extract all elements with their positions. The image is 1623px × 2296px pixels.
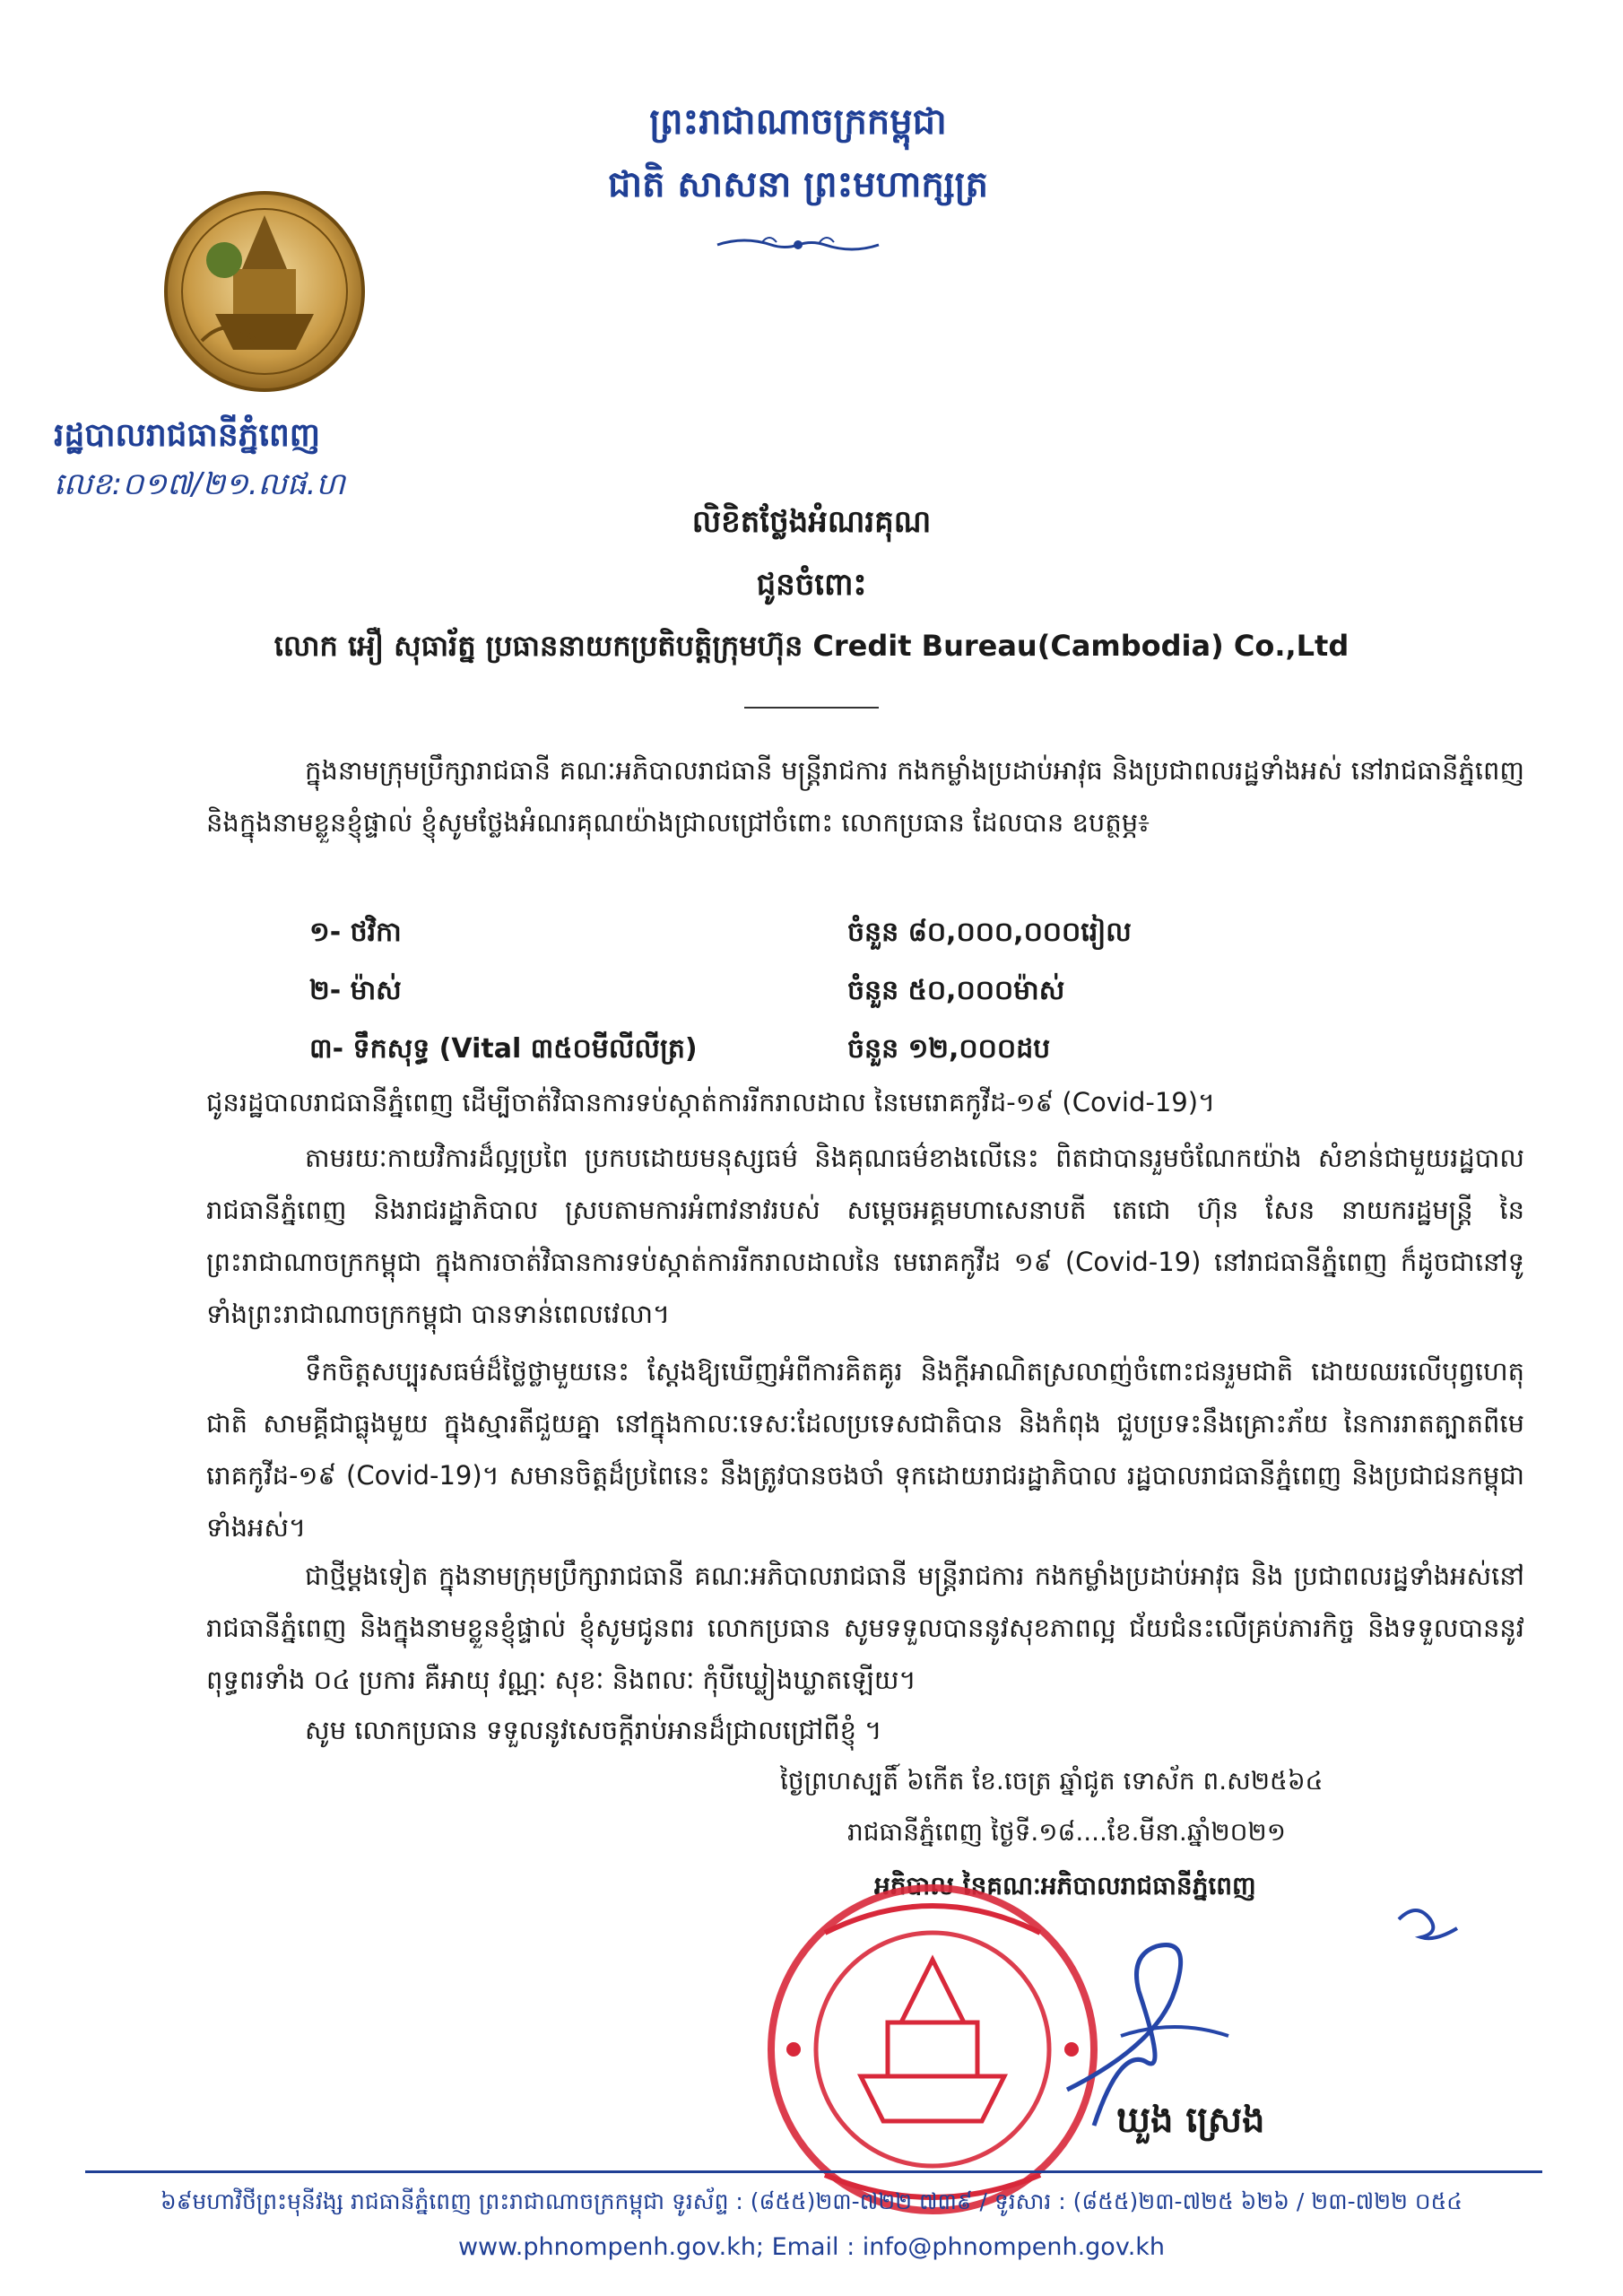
donation-item-label: ១- ថវិកា — [309, 917, 402, 948]
donation-item-value: ចំនួន ៥០,០០០ម៉ាស់ — [847, 975, 1065, 1006]
paragraph-intro: ក្នុងនាមក្រុមប្រឹក្សារាជធានី គណៈអភិបាលរាជធានី មន្ត្រីរាជការ កងកម្លាំងប្រដាប់អាវុធ និងប្រជាពលរដ្ឋទាំងអស់ នៅរាជធានីភ្នំពេញ និងក្នុងនាមខ្លួនខ្ញុំផ្ទាល់ ខ្ញុំសូមថ្លែងអំណរគុណយ៉ាងជ្រាលជ្រៅចំពោះ លោកប្រធាន ដែលបាន ឧបត្ថម្ភ៖ — [206, 755, 1524, 838]
letter-title: លិខិតថ្លែងអំណរគុណ — [691, 504, 932, 540]
paragraph-closing: សូម លោកប្រធាន ទទួលនូវសេចក្តីរាប់អានដ៏ជ្រាលជ្រៅពីខ្ញុំ ។ — [305, 1715, 882, 1745]
paragraph-wishes: ជាថ្មីម្តងទៀត ក្នុងនាមក្រុមប្រឹក្សារាជធានី គណៈអភិបាលរាជធានី មន្ត្រីរាជការ កងកម្លាំងប្រដាប់អាវុធ និង ប្រជាពលរដ្ឋទាំងអស់នៅរាជធានីភ្នំពេញ និងក្នុងនាមខ្លួនខ្ញុំផ្ទាល់ ខ្ញុំសូមជូនពរ លោកប្រធាន សូមទទួលបាននូវសុខភាពល្អ ជ័យជំនះលើគ្រប់ភារកិច្ច និងទទួលបាននូវពុទ្ធពរទាំង ០៤ ប្រការ គឺអាយុ វណ្ណៈ សុខៈ និងពលៈ កុំបីឃ្លៀងឃ្លាតឡើយ។ — [206, 1561, 1524, 1695]
donation-item-value: ចំនួន ៨០,០០០,០០០រៀល — [847, 917, 1132, 948]
donation-item-value: ចំនួន ១២,០០០ដប — [847, 1033, 1051, 1065]
donation-item-label: ៣- ទឹកសុទ្ធ (Vital ៣៥០មីលីលីត្រ) — [309, 1033, 698, 1065]
solar-date: រាជធានីភ្នំពេញ ថ្ងៃទី.១៨....ខែ.មីនា.ឆ្នាំ២០២១ — [847, 1817, 1286, 1847]
donation-item-label: ២- ម៉ាស់ — [309, 975, 402, 1006]
addressed-to: ជូនចំពោះ — [756, 567, 867, 603]
paragraph-purpose: ជូនរដ្ឋបាលរាជធានីភ្នំពេញ ដើម្បីចាត់វិធានការទប់ស្កាត់ការរីករាលដាល នៃមេរោគកូវីដ-១៩ (Covid-19)។ — [206, 1087, 1216, 1118]
ornament-divider — [708, 231, 888, 262]
signatory-title: អភិបាល នៃគណៈអភិបាលរាជធានីភ្នំពេញ — [874, 1871, 1256, 1900]
title-divider — [744, 707, 879, 709]
lunar-date: ថ្ងៃព្រហស្បតិ៍ ៦កើត ខែ.ចេត្រ ឆ្នាំជូត ទោស័ក ព.ស២៥៦៤ — [780, 1766, 1324, 1796]
paragraph-solidarity: ទឹកចិត្តសប្បុរសធម៌ដ៏ថ្លៃថ្លាមួយនេះ ស្តែងឱ្យឃើញអំពីការគិតគូរ និងក្តីអាណិតស្រលាញ់ចំពោះជនរួមជាតិ ដោយឈរលើបុព្វហេតុជាតិ សាមគ្គីជាធ្លុងមួយ ក្នុងស្មារតីជួយគ្នា នៅក្នុងកាលៈទេសៈដែលប្រទេសជាតិបាន និងកំពុង ជួបប្រទះនឹងគ្រោះភ័យ នៃការរាតត្បាតពីមេរោគកូវីដ-១៩ (Covid-19)។ សមានចិត្តដ៏ប្រពៃនេះ នឹងត្រូវបានចងចាំ ទុកដោយរាជរដ្ឋាភិបាល រដ្ឋបាលរាជធានីភ្នំពេញ និងប្រជាជនកម្ពុជាទាំងអស់។ — [206, 1356, 1524, 1543]
footer-divider — [85, 2170, 1542, 2173]
footer-address: ៦៩មហាវិថីព្រះមុនីវង្ស រាជធានីភ្នំពេញ ព្រះរាជាណាចក្រកម្ពុជា ទូរស័ព្ទ : (៨៥៥)២៣-៧២២ ៧៣៩ / ទូរសារ : (៨៥៥)២៣-៧២៥ ៦២៦ / ២៣-៧២២ ០៥៤ — [161, 2188, 1462, 2214]
signatory-name: ឃួង ស្រេង — [1116, 2100, 1265, 2141]
reference-number: លេខ:០១៧/២១.លផ.ហ — [54, 466, 345, 502]
city-emblem — [161, 188, 368, 398]
national-motto: ជាតិ សាសនា ព្រះមហាក្សត្រ — [608, 164, 988, 205]
paragraph-appreciation: តាមរយៈកាយវិការដ៏ល្អប្រពៃ ប្រកបដោយមនុស្សធម៌ និងគុណធម៌ខាងលើនេះ ពិតជាបានរួមចំណែកយ៉ាង សំខាន់ជាមួយរដ្ឋបាលរាជធានីភ្នំពេញ និងរាជរដ្ឋាភិបាល ស្របតាមការអំពាវនាវរបស់ សម្តេចអគ្គមហាសេនាបតី តេជោ ហ៊ុន សែន នាយករដ្ឋមន្ត្រី នៃព្រះរាជាណាចក្រកម្ពុជា ក្នុងការចាត់វិធានការទប់ស្កាត់ការរីករាលដាលនៃ មេរោគកូវីដ ១៩ (Covid-19) នៅរាជធានីភ្នំពេញ ក៏ដូចជានៅទូទាំងព្រះរាជាណាចក្រកម្ពុជា បានទាន់ពេលវេលា។ — [206, 1143, 1524, 1329]
issuing-office: រដ្ឋបាលរាជធានីភ្នំពេញ — [54, 417, 321, 454]
kingdom-heading: ព្រះរាជាណាចក្រកម្ពុជា — [649, 101, 947, 143]
footer-contact: www.phnompenh.gov.kh; Email : info@phnompenh.gov.kh — [457, 2233, 1166, 2261]
recipient-line: លោក អឿ សុធារ័ត្ន ប្រធាននាយកប្រតិបត្តិក្រុមហ៊ុន Credit Bureau(Cambodia) Co.,Ltd — [273, 629, 1350, 663]
